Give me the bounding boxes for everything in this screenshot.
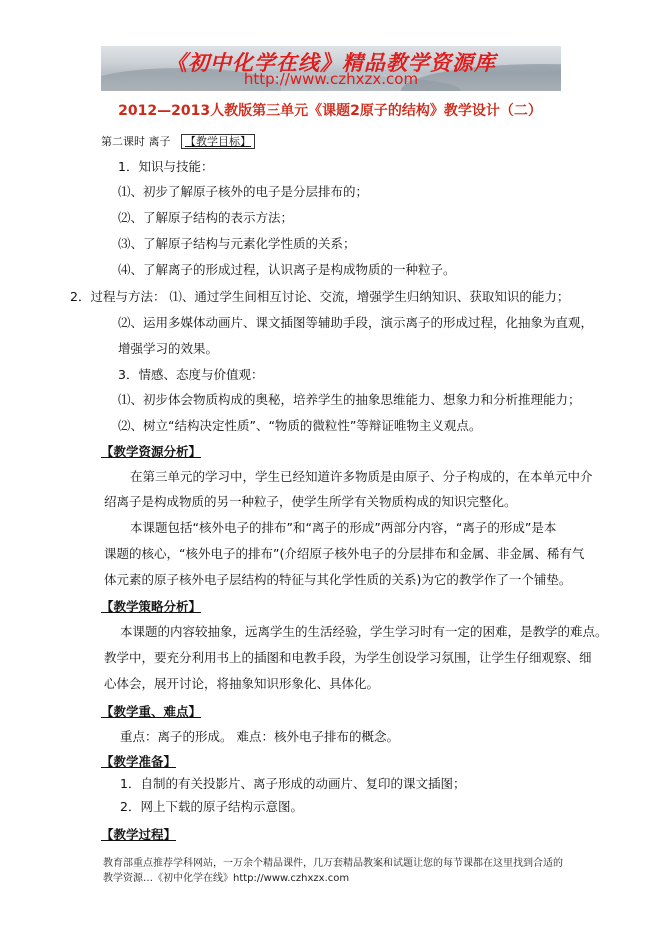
section-tag-goals: 【教学目标】 [181,134,255,149]
banner-title: 《初中化学在线》精品教学资源库 [166,50,496,75]
section-heading-keypoints: 【教学重、难点】 [101,704,202,719]
knowledge-heading: 1．知识与技能： [118,159,214,174]
footer-line: 教育部重点推荐学科网站，一万余个精品课件，几万套精品教案和试题让您的每节课都在这里找到合适的 [103,858,563,869]
section-heading-prep: 【教学准备】 [101,754,177,769]
process-line: ⑵、运用多媒体动画片、课文插图等辅助手段，演示离子的形成过程，化抽象为直观， [118,315,594,330]
paragraph-line: 教学中，要充分利用书上的插图和电教手段，为学生创设学习氛围，让学生仔细观察、细 [104,650,592,665]
keypoints-line: 重点：离子的形成。 难点：核外电子排布的概念。 [120,729,399,744]
paragraph-line: 绍离子是构成物质的另一种粒子，使学生所学有关物质构成的知识完整化。 [104,494,517,509]
banner-url[interactable]: http://www.czhxzx.com [243,70,419,88]
page-footer [103,856,573,886]
section-heading-strategy: 【教学策略分析】 [101,599,202,614]
list-item: ⑷、了解离子的形成过程，认识离子是构成物质的一种粒子。 [118,262,456,277]
list-item: 1．自制的有关投影片、离子形成的动画片、复印的课文插图； [120,776,466,791]
section-heading-process: 【教学过程】 [101,827,177,842]
list-item: ⑵、了解原子结构的表示方法； [118,210,294,225]
paragraph-line: 体元素的原子核外电子层结构的特征与其化学性质的关系)为它的教学作了一个铺垫。 [104,572,572,587]
list-item: ⑵、树立“结构决定性质”、“物质的微粒性”等辩证唯物主义观点。 [118,418,482,433]
subheading [101,134,255,150]
paragraph-line: 在第三单元的学习中，学生已经知道许多物质是由原子、分子构成的，在本单元中介 [130,469,593,484]
paragraph-line: 本课题包括“核外电子的排布”和“离子的形成”两部分内容，“离子的形成”是本 [130,520,557,535]
paragraph-line: 课题的核心，“核外电子的排布”(介绍原子核外电子的分层排布和金属、非金属、稀有气 [104,546,585,561]
list-item: ⑶、了解原子结构与元素化学性质的关系； [118,236,356,251]
section-heading-resource: 【教学资源分析】 [101,444,202,459]
attitude-heading: 3．情感、态度与价值观： [118,367,264,382]
header-banner [101,46,561,91]
document-title: 2012—2013人教版第三单元《课题2原子的结构》教学设计（二） [118,103,542,119]
list-item: ⑴、初步了解原子核外的电子是分层排布的； [118,184,369,199]
paragraph-line: 本课题的内容较抽象，远离学生的生活经验，学生学习时有一定的困难，是教学的难点。 [120,624,608,639]
list-item: ⑴、初步体会物质构成的奥秘，培养学生的抽象思维能力、想象力和分析推理能力； [118,392,581,407]
footer-line: 教学资源…《初中化学在线》http://www.czhxzx.com [103,873,350,884]
process-line: 2．过程与方法： ⑴、通过学生间相互讨论、交流，增强学生归纳知识、获取知识的能力； [70,289,570,304]
process-line: 增强学习的效果。 [118,341,219,356]
period-label: 第二课时 离子 [101,135,171,148]
paragraph-line: 心体会，展开讨论，将抽象知识形象化、具体化。 [104,676,380,691]
list-item: 2．网上下载的原子结构示意图。 [120,799,303,814]
